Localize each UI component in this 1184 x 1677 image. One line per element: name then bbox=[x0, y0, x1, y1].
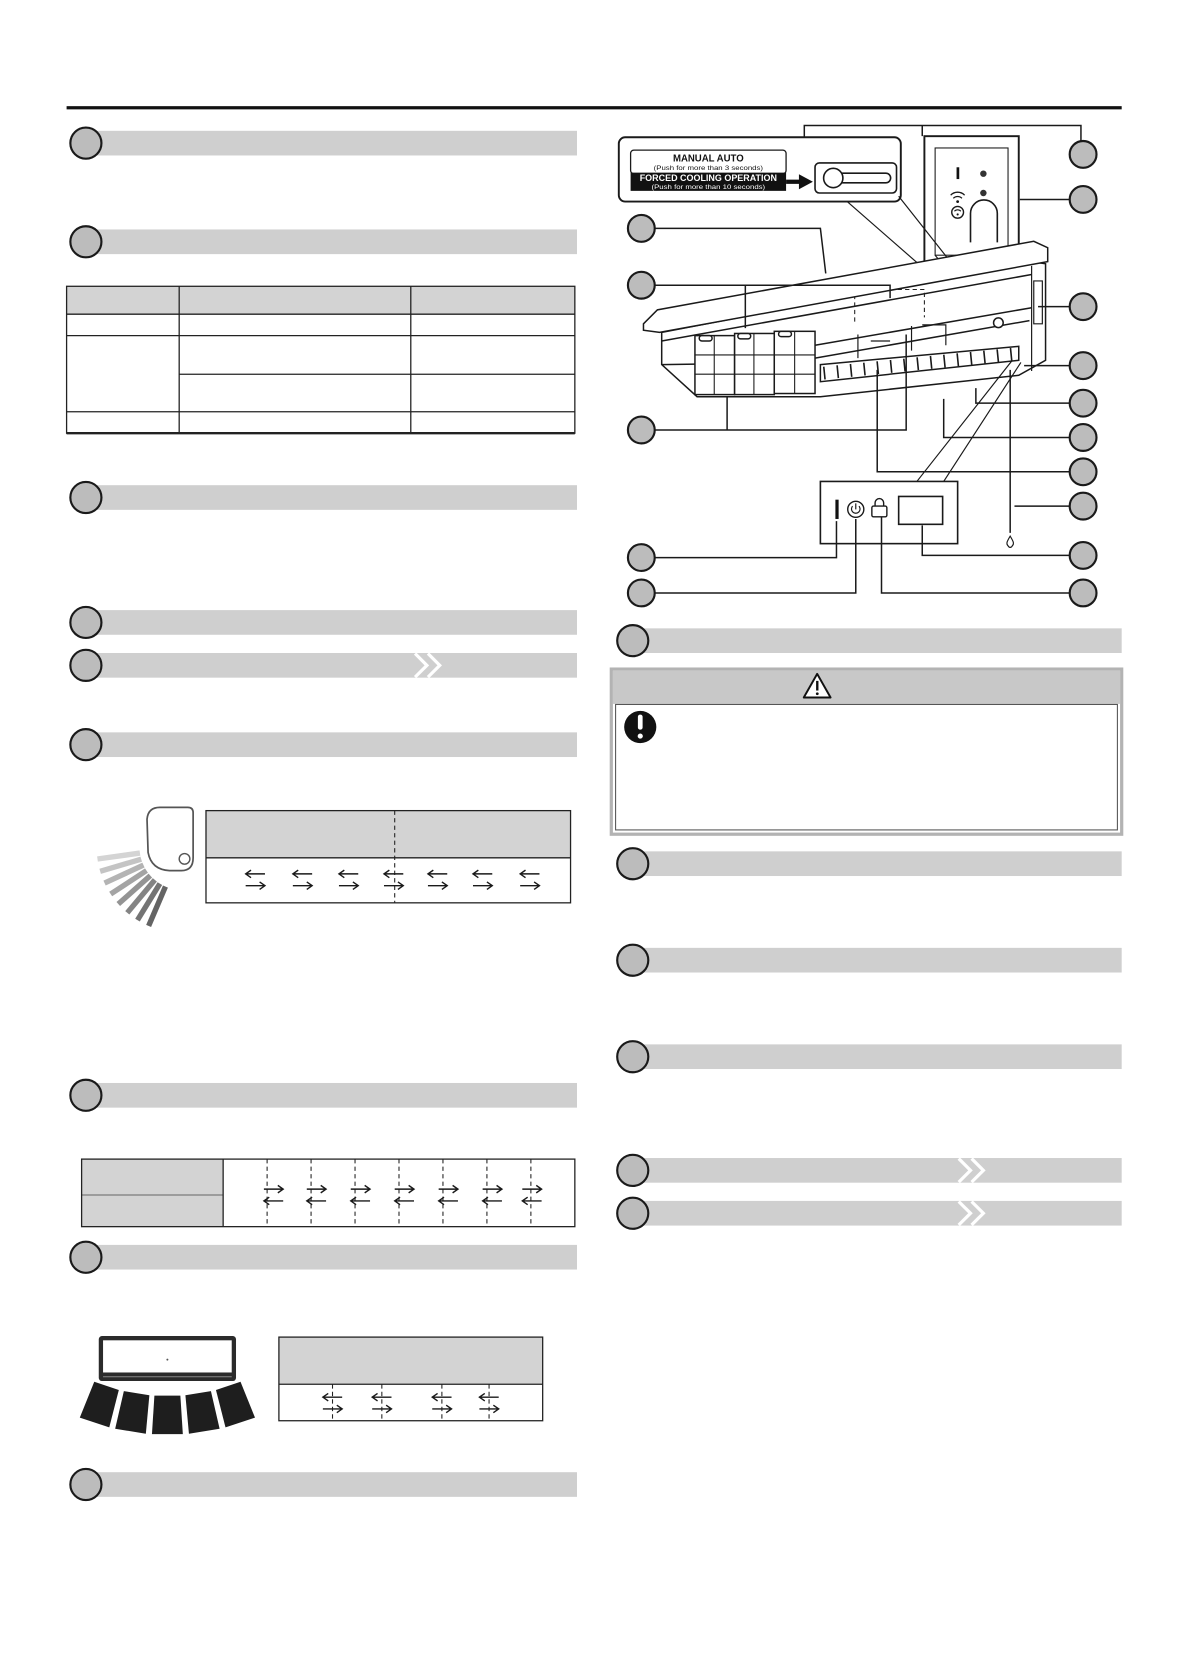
indoor-unit-diagram bbox=[619, 125, 1097, 606]
section-number-marker bbox=[617, 848, 648, 879]
top-rule bbox=[67, 106, 1122, 109]
arrow-right-icon bbox=[372, 1405, 391, 1413]
arrow-right-icon bbox=[483, 1185, 502, 1193]
arrow-right-icon bbox=[473, 882, 492, 890]
arrow-left-icon bbox=[384, 870, 403, 878]
section-header bbox=[70, 128, 577, 159]
arrow-left-icon bbox=[395, 1197, 414, 1205]
louver-pivot-icon bbox=[179, 854, 190, 865]
section-header bbox=[70, 607, 577, 638]
airflow-horizontal-table bbox=[279, 1337, 543, 1421]
section-header bbox=[70, 729, 577, 760]
section-number-marker bbox=[70, 1469, 101, 1500]
airflow-segment bbox=[185, 1391, 219, 1434]
direction-arrows bbox=[264, 1185, 542, 1204]
arrow-left-icon bbox=[520, 870, 539, 878]
water-drop-icon bbox=[1007, 536, 1014, 547]
section-number-marker bbox=[617, 1155, 648, 1186]
airflow-segment bbox=[80, 1382, 119, 1428]
airflow-direction-segments bbox=[80, 1382, 255, 1434]
airflow-segment bbox=[115, 1391, 149, 1434]
section-header bbox=[70, 1080, 577, 1111]
air-filters bbox=[695, 331, 815, 394]
arrow-right-icon bbox=[351, 1185, 370, 1193]
exclamation-icon bbox=[624, 711, 656, 743]
callout-marker bbox=[1070, 580, 1097, 607]
section-number-marker bbox=[70, 607, 101, 638]
airflow-segment bbox=[152, 1396, 183, 1434]
manual-auto-button-icon bbox=[815, 163, 896, 193]
section-header bbox=[617, 625, 1121, 656]
operation-indicator-icon bbox=[835, 500, 838, 519]
arrow-right-icon bbox=[479, 1405, 498, 1413]
section-number-marker bbox=[70, 1242, 101, 1273]
forced-cooling-label: FORCED COOLING OPERATION bbox=[639, 173, 778, 184]
forced-cooling-hint: (Push for more than 10 seconds) bbox=[651, 183, 766, 191]
section-header bbox=[617, 848, 1121, 879]
arrow-right-icon bbox=[395, 1185, 414, 1193]
table-header-row bbox=[67, 286, 575, 314]
arrow-left-icon bbox=[439, 1197, 458, 1205]
callout-marker bbox=[1070, 390, 1097, 417]
callout-marker bbox=[628, 417, 655, 444]
section-header bbox=[70, 1469, 577, 1500]
arrow-right-icon bbox=[307, 1185, 326, 1193]
indicator-lamp-icon bbox=[980, 170, 986, 176]
arrow-left-icon bbox=[307, 1197, 326, 1205]
control-panel-inset bbox=[820, 481, 957, 543]
section-header bbox=[70, 226, 577, 257]
section-number-marker bbox=[617, 1041, 648, 1072]
arrow-right-icon bbox=[428, 882, 447, 890]
callout-marker bbox=[628, 544, 655, 571]
section-number-marker bbox=[70, 1080, 101, 1111]
spec-table bbox=[67, 286, 575, 433]
arrow-left-icon bbox=[293, 870, 312, 878]
section-number-marker bbox=[617, 625, 648, 656]
section-number-marker bbox=[617, 945, 648, 976]
front-view-unit-illustration bbox=[80, 1336, 255, 1434]
arrow-left-icon bbox=[473, 870, 492, 878]
section-number-marker bbox=[70, 128, 101, 159]
section-header bbox=[617, 1155, 1121, 1186]
callout-marker bbox=[1070, 352, 1097, 379]
section-number-marker bbox=[70, 226, 101, 257]
airflow-vertical-table bbox=[206, 811, 571, 903]
section-header bbox=[70, 1242, 577, 1273]
section-number-marker bbox=[70, 729, 101, 760]
arrow-left-icon bbox=[522, 1197, 541, 1205]
section-number-marker bbox=[70, 482, 101, 513]
section-header bbox=[617, 1041, 1121, 1072]
arrow-left-icon bbox=[483, 1197, 502, 1205]
louver-position-mark bbox=[97, 853, 139, 859]
callout-marker bbox=[628, 272, 655, 299]
callout-marker bbox=[1070, 458, 1097, 485]
callout-marker bbox=[1070, 186, 1097, 213]
arrow-right-icon bbox=[293, 882, 312, 890]
arrow-right-icon bbox=[339, 882, 358, 890]
section-header bbox=[617, 945, 1121, 976]
manual-auto-hint: (Push for more than 3 seconds) bbox=[653, 165, 764, 173]
arrow-right-icon bbox=[384, 882, 403, 890]
warning-box bbox=[611, 669, 1121, 834]
side-view-unit-illustration bbox=[97, 807, 193, 925]
airflow-segment bbox=[216, 1382, 255, 1428]
section-header bbox=[70, 650, 577, 681]
operation-indicator-icon bbox=[957, 167, 960, 179]
arrow-right-icon bbox=[323, 1405, 342, 1413]
callout-marker bbox=[1070, 542, 1097, 569]
callout-marker bbox=[1070, 141, 1097, 168]
arrow-left-icon bbox=[351, 1197, 370, 1205]
callout-marker bbox=[628, 580, 655, 607]
callout-marker bbox=[1070, 424, 1097, 451]
section-header bbox=[617, 1198, 1121, 1229]
arrow-right-icon bbox=[432, 1405, 451, 1413]
indicator-lamp-icon bbox=[980, 190, 986, 196]
arrow-right-icon bbox=[520, 882, 539, 890]
arrow-right-icon bbox=[246, 882, 265, 890]
callout-marker bbox=[1070, 293, 1097, 320]
warning-band bbox=[613, 671, 1120, 704]
arrow-right-icon bbox=[522, 1185, 541, 1193]
swing-table bbox=[82, 1159, 575, 1227]
arrow-right-icon bbox=[439, 1185, 458, 1193]
manual-auto-button bbox=[994, 318, 1004, 328]
section-number-marker bbox=[617, 1198, 648, 1229]
manual-auto-callout bbox=[619, 137, 901, 201]
arrow-left-icon bbox=[339, 870, 358, 878]
arrow-left-icon bbox=[264, 1197, 283, 1205]
callout-marker bbox=[1070, 493, 1097, 520]
manual-auto-label: MANUAL AUTO bbox=[672, 153, 745, 165]
section-number-marker bbox=[70, 650, 101, 681]
arrow-left-icon bbox=[428, 870, 447, 878]
section-header bbox=[70, 482, 577, 513]
arrow-left-icon bbox=[246, 870, 265, 878]
direction-arrows bbox=[323, 1393, 499, 1412]
direction-arrows bbox=[246, 870, 540, 889]
callout-marker bbox=[628, 215, 655, 242]
